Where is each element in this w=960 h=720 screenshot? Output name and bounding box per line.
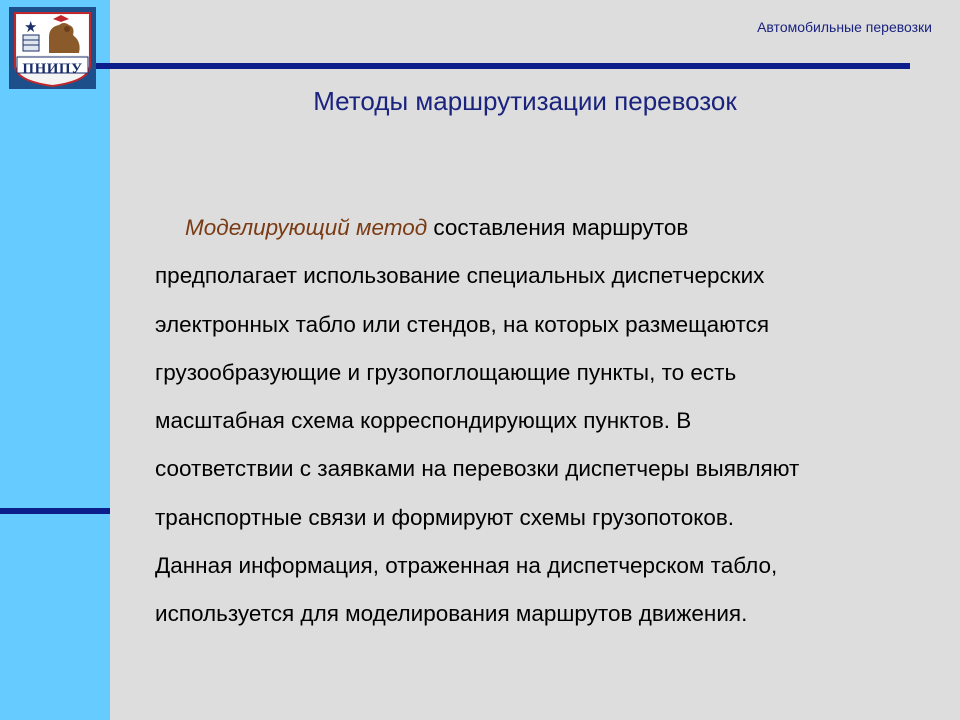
header-caption: Автомобильные перевозки: [757, 19, 932, 35]
method-highlight: Моделирующий метод: [185, 215, 428, 240]
body-line: используется для моделирования маршрутов движения.: [155, 601, 748, 627]
slide-title: Методы маршрутизации перевозок: [313, 86, 737, 116]
slide-body: [155, 204, 945, 639]
sidebar-rule: [0, 508, 110, 514]
logo-text: ПНИПУ: [22, 61, 83, 77]
body-line: Данная информация, отраженная на диспетчерском табло,: [155, 553, 778, 579]
university-logo: [9, 7, 96, 89]
left-sidebar: [0, 0, 110, 720]
body-line: транспортные связи и формируют схемы грузопотоков.: [155, 504, 735, 530]
body-line: [155, 204, 945, 252]
body-line: электронных табло или стендов, на которых размещаются: [155, 311, 770, 337]
header-rule: [96, 63, 910, 69]
body-line: предполагает использование специальных диспетчерских: [155, 263, 765, 289]
body-line: грузообразующие и грузопоглощающие пункты, то есть: [155, 359, 737, 385]
body-line: соответствии с заявками на перевозки диспетчеры выявляют: [155, 456, 800, 482]
body-line: масштабная схема корреспондирующих пунктов. В: [155, 408, 692, 434]
body-line-text: составления маршрутов: [427, 215, 689, 240]
